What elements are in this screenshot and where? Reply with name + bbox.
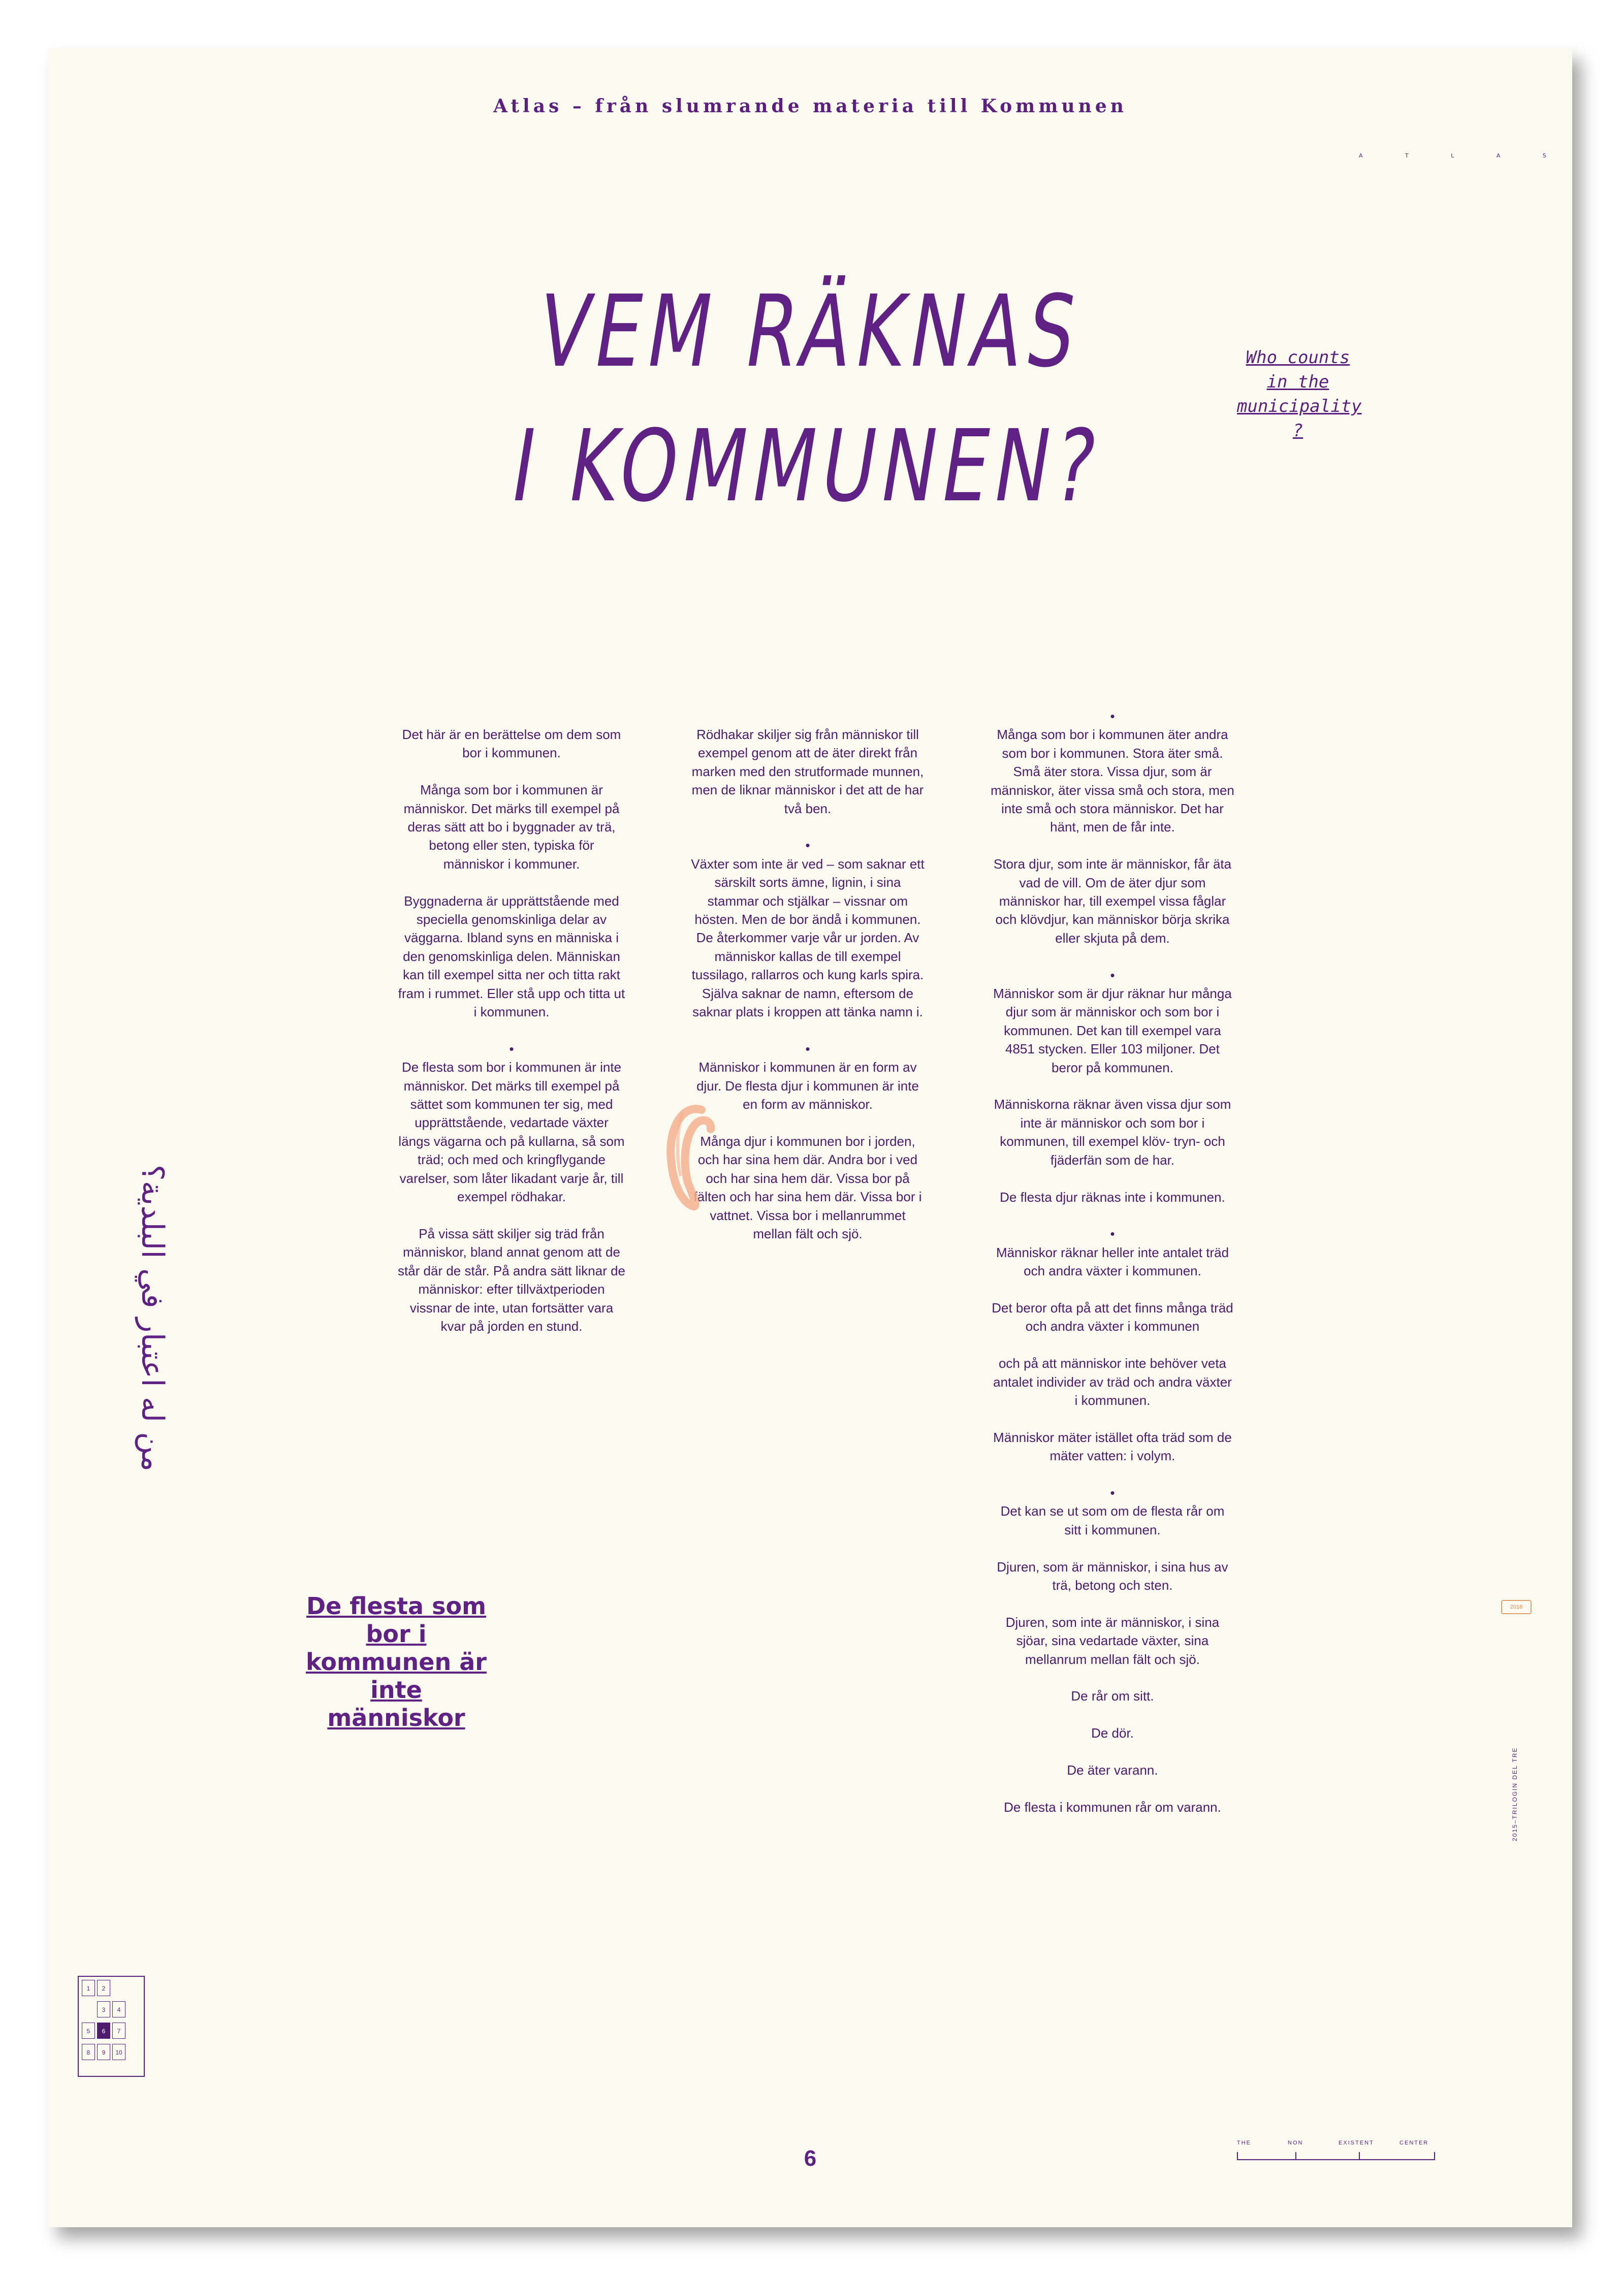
text-column-3: [991, 707, 1234, 1835]
page-map-cell: 7: [112, 2023, 125, 2039]
footer-brand-word: NON: [1288, 2140, 1303, 2146]
text-column-1: [397, 725, 626, 1354]
paragraph: Växter som inte är ved – som saknar ett särskilt sorts ämne, lignin, i sina stammar och stjälkar – vissnar om hösten. Men de bor ändå i kommunen. De återkommer varje vår ur jorden. Av människor kallas de till exempel tussilago, rallarros och kung karls spira. Själva saknar de namn, eftersom de saknar plats i kroppen att tänka namn i.: [691, 856, 925, 1020]
series-title: Atlas – från slumrande materia till Kommunen: [493, 95, 1127, 117]
bullet-separator: •: [1110, 1485, 1115, 1500]
headline-line-1: VEM RÄKNAS: [530, 274, 1090, 389]
poster-page: [48, 48, 1572, 2227]
paragraph: De dör.: [1091, 1725, 1134, 1741]
page-map-cell: 4: [112, 2001, 125, 2017]
bullet-separator: •: [805, 1041, 810, 1056]
bullet-separator: •: [1110, 967, 1115, 983]
footer-brand-word: EXISTENT: [1339, 2140, 1374, 2146]
paragraph: De flesta djur räknas inte i kommunen.: [1000, 1189, 1225, 1205]
page-map-cell-active: 6: [97, 2023, 110, 2039]
footer-brand: [1237, 2140, 1435, 2170]
paragraph: Människor som är djur räknar hur många djur som är människor och som bor i kommunen. Det kan till exempel vara 4851 stycken. Eller 103 miljoner. Det beror på kommunen.: [993, 986, 1232, 1075]
english-subtitle: Who counts in the municipality ?: [1237, 347, 1362, 441]
paragraph: Det kan se ut som om de flesta rår om sitt i kommunen.: [1000, 1503, 1225, 1537]
page-map-cell: 3: [97, 2001, 110, 2017]
bullet-separator: •: [509, 1041, 514, 1056]
bullet-separator: •: [1110, 709, 1115, 724]
paragraph: och på att människor inte behöver veta antalet individer av träd och andra växter i kommunen.: [993, 1356, 1232, 1408]
page-map-cell: 8: [82, 2044, 95, 2060]
arabic-vertical-title: من له اعتبار في البلدية؟: [135, 1164, 170, 1472]
page-map-cell: 5: [82, 2023, 95, 2039]
bullet-separator: •: [1110, 1226, 1115, 1242]
paragraph: Djuren, som är människor, i sina hus av trä, betong och sten.: [997, 1559, 1228, 1593]
paragraph: Det här är en berättelse om dem som bor i kommunen.: [402, 727, 621, 761]
paragraph: Det beror ofta på att det finns många träd och andra växter i kommunen: [992, 1300, 1233, 1334]
page-map-cell: 2: [97, 1980, 110, 1996]
paragraph: På vissa sätt skiljer sig träd från människor, bland annat genom att de står där de står. På andra sätt liknar de människor: efter tillväxtperioden vissnar de inte, utan fortsätter vara kvar på jorden en stund.: [397, 1226, 626, 1334]
paragraph: Människor mäter istället ofta träd som de mäter vatten: i volym.: [993, 1429, 1232, 1464]
bullet-separator: •: [805, 838, 810, 853]
paragraph: Rödhakar skiljer sig från människor till exempel genom att de äter direkt från marken med den strutformade munnen, men de liknar människor i det att de har två ben.: [691, 727, 924, 816]
paragraph: De flesta som bor i kommunen är inte människor. Det märks till exempel på sättet som kommunen ter sig, med upprättstående, vedartade växter längs vägarna och på kullarna, så som träd; och med och kringflygande varelser, som låter likadant varje år, till exempel rödhakar.: [398, 1060, 625, 1205]
page-number: 6: [804, 2146, 817, 2171]
paragraph: De äter varann.: [1067, 1762, 1158, 1778]
footer-tick: [1237, 2152, 1238, 2160]
paragraph: Människorna räknar även vissa djur som inte är människor och som bor i kommunen, till exempel klöv- tryn- och fjäderfän som de har.: [994, 1097, 1231, 1168]
paragraph: Många som bor i kommunen är människor. Det märks till exempel på deras sätt att bo i byggnader av trä, betong eller sten, typiska för människor i kommuner.: [403, 782, 620, 872]
text-column-2: [691, 725, 925, 1262]
headline-line-2: I KOMMUNEN?: [504, 408, 1110, 524]
paragraph: Många som bor i kommunen äter andra som bor i kommunen. Stora äter små. Små äter stora. Vissa djur, som är människor, äter vissa små och stora, men inte små och stora människor. Det har hänt, men de får inte.: [991, 727, 1234, 835]
paragraph: Djuren, som inte är människor, i sina sjöar, sina vedartade växter, sina mellanrum mellan fält och sjö.: [1005, 1614, 1220, 1667]
footer-tick: [1434, 2152, 1435, 2160]
footer-tick: [1295, 2152, 1296, 2160]
page-map-cell: 1: [82, 1980, 95, 1996]
paragraph: De rår om sitt.: [1071, 1688, 1154, 1704]
trilogy-label: 2015–TRILOGIN DEL TRE: [1511, 1747, 1518, 1841]
paragraph: Människor räknar heller inte antalet träd och andra växter i kommunen.: [996, 1244, 1229, 1279]
footer-brand-word: CENTER: [1399, 2140, 1429, 2146]
paragraph: Människor i kommunen är en form av djur. De flesta djur i kommunen är inte en form av människor.: [696, 1060, 919, 1112]
page-map-cell: 9: [97, 2044, 110, 2060]
footer-rule: [1237, 2159, 1435, 2160]
paragraph: De flesta i kommunen rår om varann.: [1004, 1799, 1221, 1815]
year-badge: 2016: [1501, 1600, 1532, 1614]
paragraph: Byggnaderna är upprättstående med speciella genomskinliga delar av väggarna. Ibland syns en människa i den genomskinliga delen. Människan kan till exempel sitta ner och titta rakt fram i rummet. Eller stå upp och titta ut i kommunen.: [398, 893, 625, 1020]
pull-quote: De flesta som bor i kommunen är inte människor: [305, 1592, 487, 1731]
brush-stroke-ornament: [662, 1099, 723, 1251]
footer-brand-word: THE: [1237, 2140, 1251, 2146]
paragraph: Stora djur, som inte är människor, får äta vad de vill. Om de äter djur som människor har, till exempel vissa fåglar och klövdjur, kan människor börja skrika eller skjuta på dem.: [993, 856, 1232, 946]
footer-tick: [1359, 2152, 1360, 2160]
page-map-cell: 10: [112, 2044, 125, 2060]
paragraph: Många djur i kommunen bor i jorden, och har sina hem där. Andra bor i ved och har sina hem där. Vissa bor på fälten och har sina hem där. Vissa bor i vattnet. Vissa bor i mellanrummet mellan fält och sjö.: [693, 1133, 922, 1241]
atlas-mark: A T L A S: [1359, 152, 1567, 159]
page-map: [78, 1976, 145, 2077]
